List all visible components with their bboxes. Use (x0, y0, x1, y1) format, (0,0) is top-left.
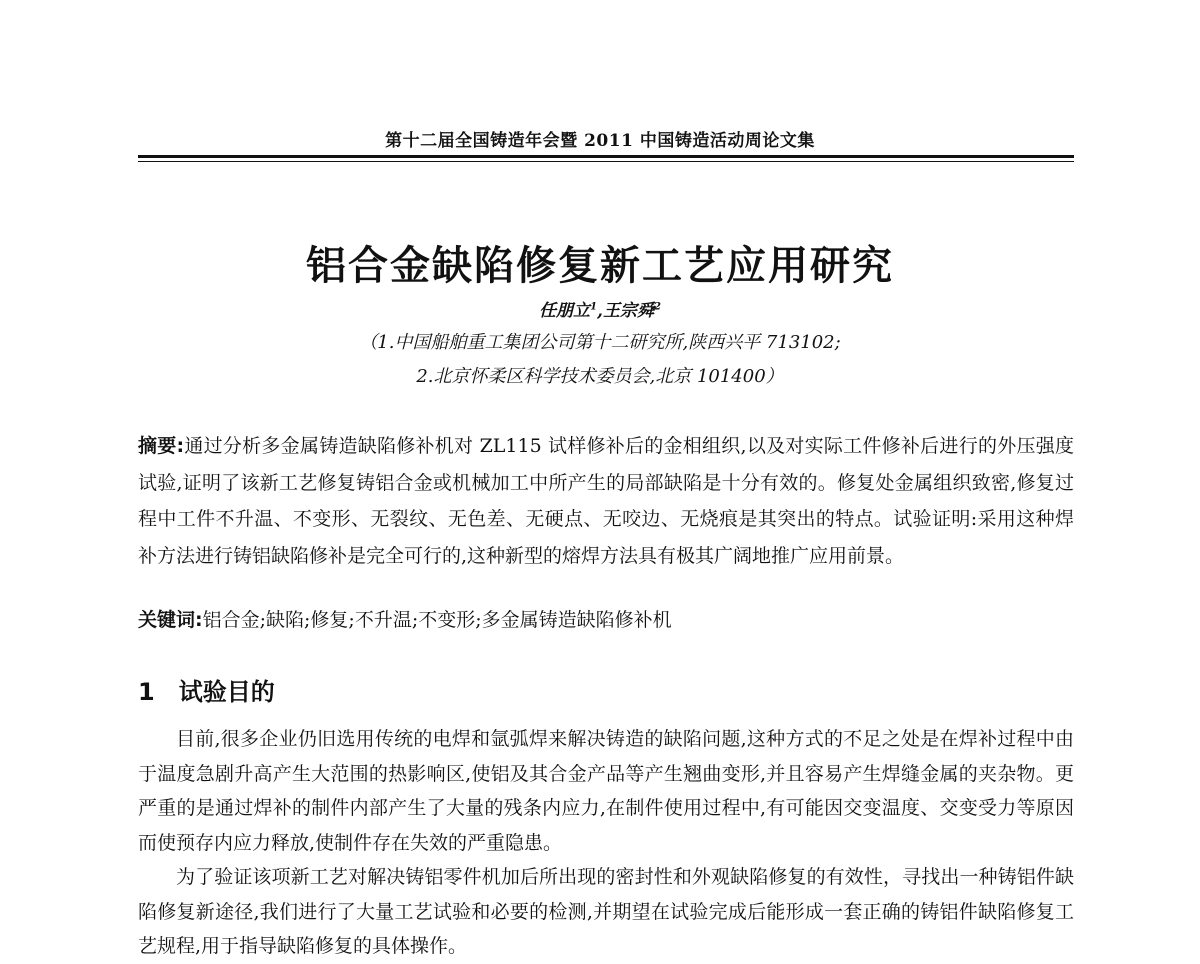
affiliation-line: （1.中国船舶重工集团公司第十二研究所,陕西兴平 713102; (359, 332, 841, 353)
author-affil-marker: 1 (590, 301, 598, 313)
header-rule-thin (138, 161, 1074, 162)
author-name: 任朋立 (539, 301, 591, 321)
keywords (138, 603, 1074, 637)
keywords-label: 关键词: (138, 609, 203, 631)
affiliation-line: 2.北京怀柔区科学技术委员会,北京 101400） (416, 366, 784, 387)
abstract-text: 通过分析多金属铸造缺陷修补机对 ZL115 试样修补后的金相组织,以及对实际工件修补后进行的外压强度试验,证明了该新工艺修复铸铝合金或机械加工中所产生的局部缺陷是十分有效的。修复处金属组织致密,修复过程中工件不升温、不变形、无裂纹、无色差、无硬点、无咬边、无烧痕是其突出的特点。试验证明:采用这种焊补方法进行铸铝缺陷修补是完全可行的,这种新型的熔焊方法具有极其广阔地推广应用前景。 (138, 435, 1074, 567)
author-line (0, 296, 1200, 321)
section-heading (138, 672, 275, 707)
author-separator: , (597, 301, 603, 321)
running-head: 第十二届全国铸造年会暨 2011 中国铸造活动周论文集 (385, 131, 815, 151)
abstract-label: 摘要: (138, 435, 185, 457)
header-rule-thick (138, 155, 1074, 158)
section-number: 1 (138, 678, 155, 706)
section-title: 试验目的 (178, 678, 275, 706)
keywords-text: 铝合金;缺陷;修复;不升温;不变形;多金属铸造缺陷修补机 (202, 609, 672, 631)
author-name: 王宗舜 (602, 301, 654, 321)
body-paragraph: 为了验证该项新工艺对解决铸铝零件机加后所出现的密封性和外观缺陷修复的有效性，寻找出一种铸铝件缺陷修复新途径,我们进行了大量工艺试验和必要的检测,并期望在试验完成后能形成一套正确的铸铝件缺陷修复工艺规程,用于指导缺陷修复的具体操作。 (138, 866, 1074, 957)
paper-title: 铝合金缺陷修复新工艺应用研究 (306, 243, 894, 289)
author-affil-marker: 2 (653, 301, 661, 313)
abstract (138, 428, 1074, 574)
section-body (138, 722, 1074, 964)
body-paragraph: 目前,很多企业仍旧选用传统的电焊和氩弧焊来解决铸造的缺陷问题,这种方式的不足之处是在焊补过程中由于温度急剧升高产生大范围的热影响区,使铝及其合金产品等产生翘曲变形,并且容易产生焊缝金属的夹杂物。更严重的是通过焊补的制件内部产生了大量的残条内应力,在制件使用过程中,有可能因交变温度、交变受力等原因而使预存内应力释放,使制件存在失效的严重隐患。 (138, 728, 1074, 854)
